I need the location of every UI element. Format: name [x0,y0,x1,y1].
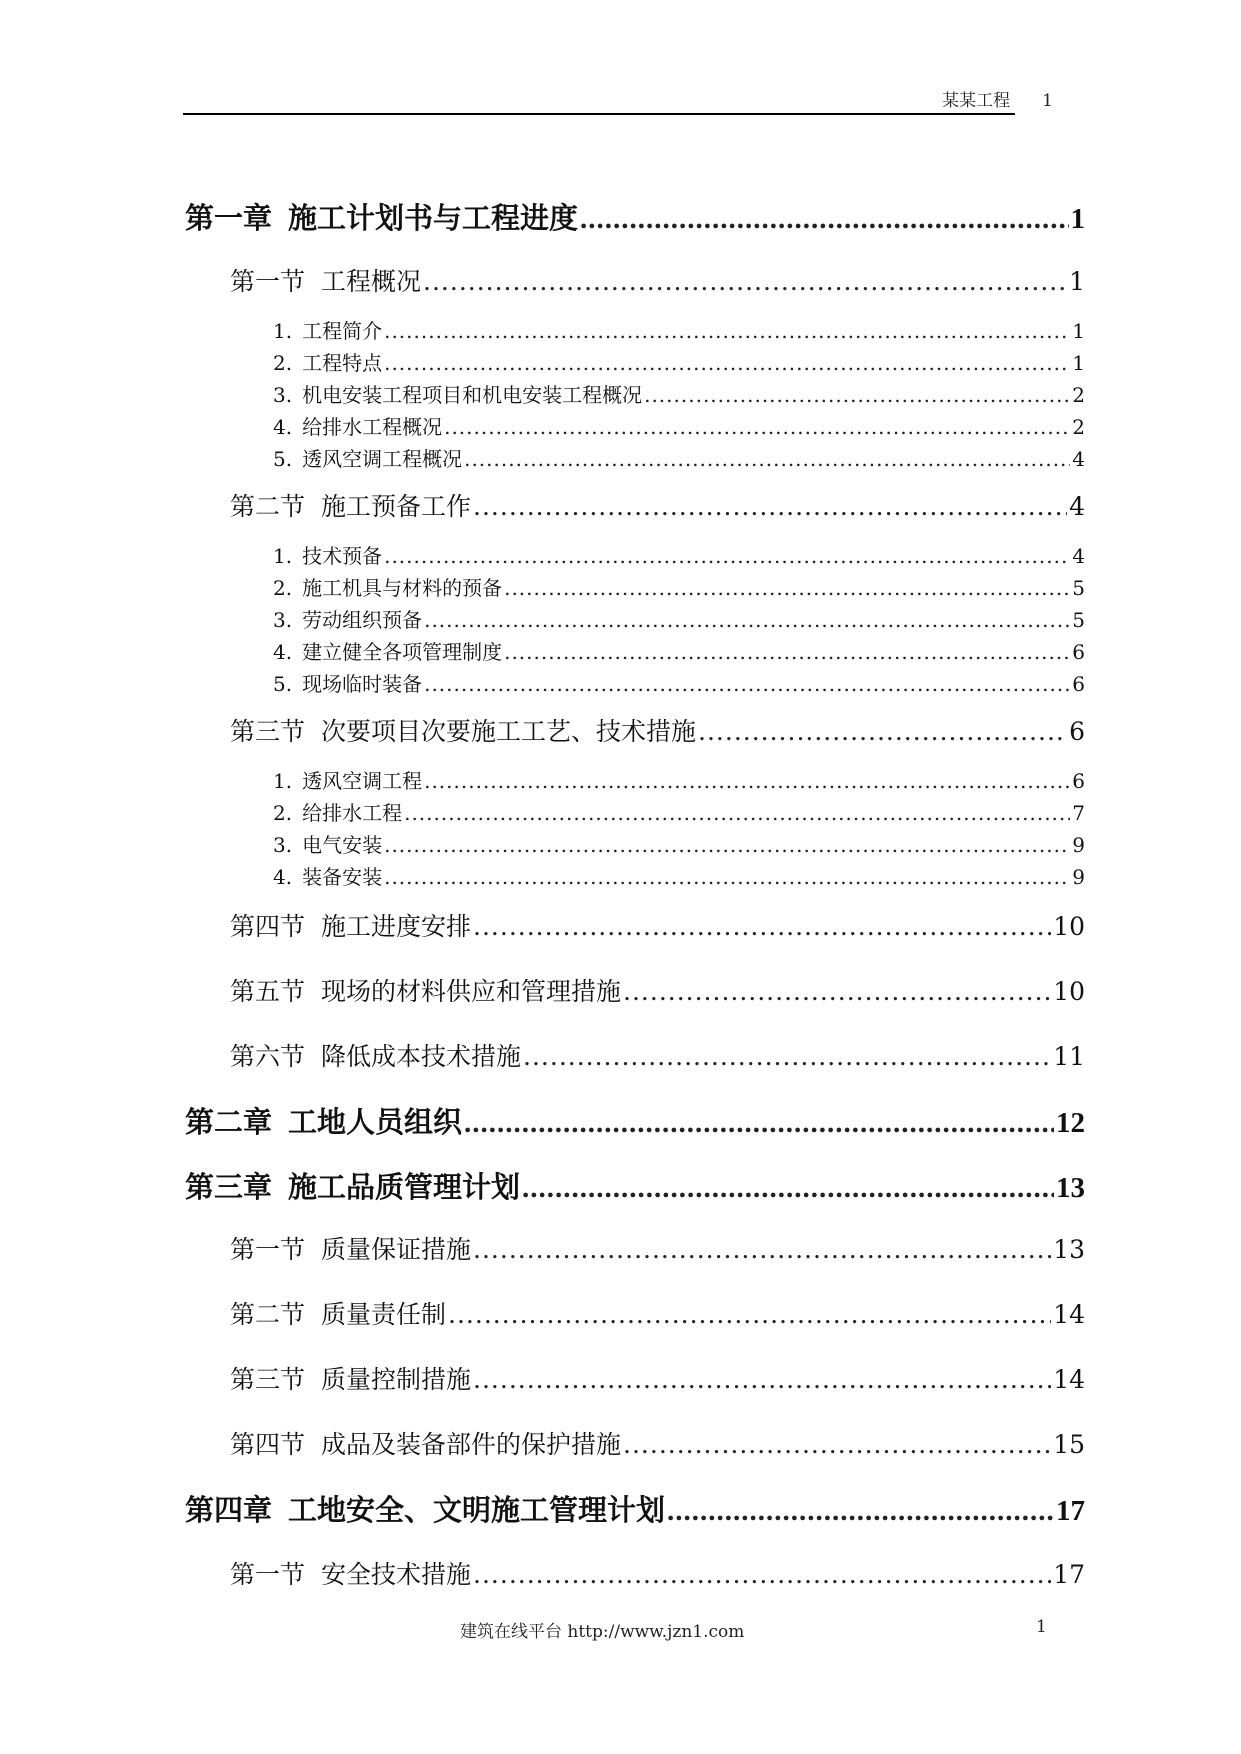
toc-label: 工程简介 [302,319,383,343]
toc-entry-item[interactable] [273,347,1085,376]
toc-page: 2 [1072,383,1085,407]
toc-entry-item[interactable] [273,604,1085,633]
toc-page: 5 [1072,608,1085,632]
toc-label: 质量责任制 [321,1300,447,1329]
toc-leader-dots [473,912,1051,941]
toc-leader-dots [384,351,1070,375]
toc-page: 17 [1056,1495,1085,1527]
toc-leader-dots [444,415,1070,439]
toc-entry-chapter[interactable] [185,1488,1085,1529]
header-rule [183,113,1015,115]
toc-entry-chapter[interactable] [185,196,1085,237]
toc-page: 1 [1072,319,1085,343]
toc-label: 安全技术措施 [321,1560,472,1589]
toc-page: 7 [1072,801,1085,825]
toc-leader-dots [522,1172,1054,1205]
toc-entry-chapter[interactable] [185,1100,1085,1141]
toc-page: 6 [1069,717,1085,746]
toc-leader-dots [504,640,1070,664]
toc-leader-dots [644,383,1070,407]
toc-entry-item[interactable] [273,379,1085,408]
toc-page: 14 [1053,1365,1085,1394]
toc-number: 第四节 [230,1430,306,1459]
toc-entry-item[interactable] [273,636,1085,665]
toc-number: 4. [273,415,293,439]
toc-page: 4 [1072,447,1085,471]
toc-label: 施工计划书与工程进度 [288,201,579,235]
toc-number: 4. [273,640,293,664]
toc-leader-dots [473,1365,1051,1394]
toc-entry-section[interactable] [230,487,1085,523]
toc-number: 第一节 [230,1560,306,1589]
toc-number: 1. [273,769,293,793]
toc-label: 技术预备 [302,544,383,568]
toc-number: 3. [273,833,293,857]
toc-leader-dots [424,608,1070,632]
toc-entry-section[interactable] [230,1037,1085,1073]
toc-number: 第三节 [230,717,306,746]
toc-page: 1 [1072,351,1085,375]
toc-page: 1 [1070,203,1085,235]
toc-entry-item[interactable] [273,765,1085,794]
toc-leader-dots [623,1430,1051,1459]
toc-page: 6 [1072,640,1085,664]
toc-leader-dots [464,1107,1054,1140]
toc-number: 第二节 [230,1300,306,1329]
toc-number: 5. [273,672,293,696]
toc-entry-section[interactable] [230,262,1085,298]
toc-label: 工程概况 [321,267,422,296]
toc-leader-dots [464,447,1070,471]
toc-entry-section[interactable] [230,1425,1085,1461]
toc-entry-section[interactable] [230,1555,1085,1591]
toc-page: 11 [1053,1042,1085,1071]
toc-page: 2 [1072,415,1085,439]
toc-number: 4. [273,865,293,889]
toc-label: 装备安装 [302,865,383,889]
toc-page: 10 [1053,912,1085,941]
toc-number: 3. [273,383,293,407]
toc-leader-dots [384,865,1070,889]
toc-leader-dots [384,319,1070,343]
toc-page: 6 [1072,672,1085,696]
toc-entry-section[interactable] [230,1295,1085,1331]
footer-site: 建筑在线平台 http://www.jzn1.com [460,1622,745,1642]
toc-entry-item[interactable] [273,797,1085,826]
toc-label: 工地安全、文明施工管理计划 [288,1493,666,1527]
toc-number: 第四节 [230,912,306,941]
toc-page: 5 [1072,576,1085,600]
toc-label: 施工机具与材料的预备 [302,576,503,600]
toc-entry-item[interactable] [273,829,1085,858]
toc-leader-dots [424,769,1070,793]
toc-number: 第五节 [230,977,306,1006]
toc-number: 第一节 [230,1235,306,1264]
toc-entry-item[interactable] [273,572,1085,601]
toc-label: 质量控制措施 [321,1365,472,1394]
toc-label: 次要项目次要施工工艺、技术措施 [321,717,697,746]
toc-leader-dots [423,267,1067,296]
toc-label: 透风空调工程 [302,769,423,793]
toc-page: 17 [1053,1560,1085,1589]
toc-number: 第一节 [230,267,306,296]
toc-leader-dots [424,672,1070,696]
toc-number: 第四章 [185,1493,273,1527]
toc-number: 第二章 [185,1105,273,1139]
toc-label: 施工进度安排 [321,912,472,941]
toc-page: 6 [1072,769,1085,793]
toc-leader-dots [384,544,1070,568]
toc-entry-chapter[interactable] [185,1165,1085,1206]
toc-page: 10 [1053,977,1085,1006]
toc-entry-item[interactable] [273,668,1085,697]
toc-number: 第二节 [230,492,306,521]
toc-label: 劳动组织预备 [302,608,423,632]
toc-page: 12 [1056,1107,1085,1139]
toc-label: 给排水工程概况 [302,415,443,439]
toc-label: 给排水工程 [302,801,403,825]
toc-number: 2. [273,576,293,600]
toc-label: 施工预备工作 [321,492,472,521]
toc-label: 降低成本技术措施 [321,1042,522,1071]
toc-label: 工地人员组织 [288,1105,463,1139]
toc-entry-item[interactable] [273,411,1085,440]
toc-number: 第六节 [230,1042,306,1071]
toc-leader-dots [448,1300,1051,1329]
toc-number: 2. [273,351,293,375]
toc-entry-section[interactable] [230,907,1085,943]
toc-page: 13 [1053,1235,1085,1264]
toc-number: 3. [273,608,293,632]
toc-number: 5. [273,447,293,471]
toc-page: 9 [1072,865,1085,889]
toc-leader-dots [504,576,1070,600]
toc-page: 15 [1053,1430,1085,1459]
footer-page-number: 1 [1036,1617,1047,1637]
toc-entry-section[interactable] [230,1230,1085,1266]
toc-number: 第三章 [185,1170,273,1204]
toc-label: 施工品质管理计划 [288,1170,521,1204]
toc-page: 4 [1069,492,1085,521]
toc-number: 第一章 [185,201,273,235]
toc-number: 1. [273,319,293,343]
toc-entry-item[interactable] [273,443,1085,472]
toc-label: 质量保证措施 [321,1235,472,1264]
toc-leader-dots [623,977,1051,1006]
toc-entry-item[interactable] [273,315,1085,344]
toc-leader-dots [698,717,1067,746]
toc-number: 1. [273,544,293,568]
toc-leader-dots [523,1042,1051,1071]
toc-leader-dots [404,801,1070,825]
toc-label: 工程特点 [302,351,383,375]
toc-entry-section[interactable] [230,712,1085,748]
toc-leader-dots [667,1495,1054,1528]
page-header [183,86,1053,111]
toc-label: 成品及装备部件的保护措施 [321,1430,622,1459]
toc-leader-dots [473,492,1067,521]
toc-label: 电气安装 [302,833,383,857]
toc-leader-dots [473,1235,1051,1264]
toc-number: 2. [273,801,293,825]
toc-leader-dots [580,203,1068,236]
toc-entry-section[interactable] [230,972,1085,1008]
toc-label: 透风空调工程概况 [302,447,463,471]
toc-leader-dots [384,833,1070,857]
toc-entry-item[interactable] [273,540,1085,569]
toc-leader-dots [473,1560,1051,1589]
toc-entry-item[interactable] [273,861,1085,890]
toc-page: 14 [1053,1300,1085,1329]
toc-label: 建立健全各项管理制度 [302,640,503,664]
toc-label: 现场的材料供应和管理措施 [321,977,622,1006]
toc-label: 现场临时装备 [302,672,423,696]
toc-number: 第三节 [230,1365,306,1394]
toc-page: 1 [1069,267,1085,296]
toc-entry-section[interactable] [230,1360,1085,1396]
toc-page: 9 [1072,833,1085,857]
toc-page: 13 [1056,1172,1085,1204]
toc-label: 机电安装工程项目和机电安装工程概况 [302,383,643,407]
toc-page: 4 [1072,544,1085,568]
header-page-number: 1 [1042,91,1053,111]
header-title: 某某工程 [942,91,1011,111]
